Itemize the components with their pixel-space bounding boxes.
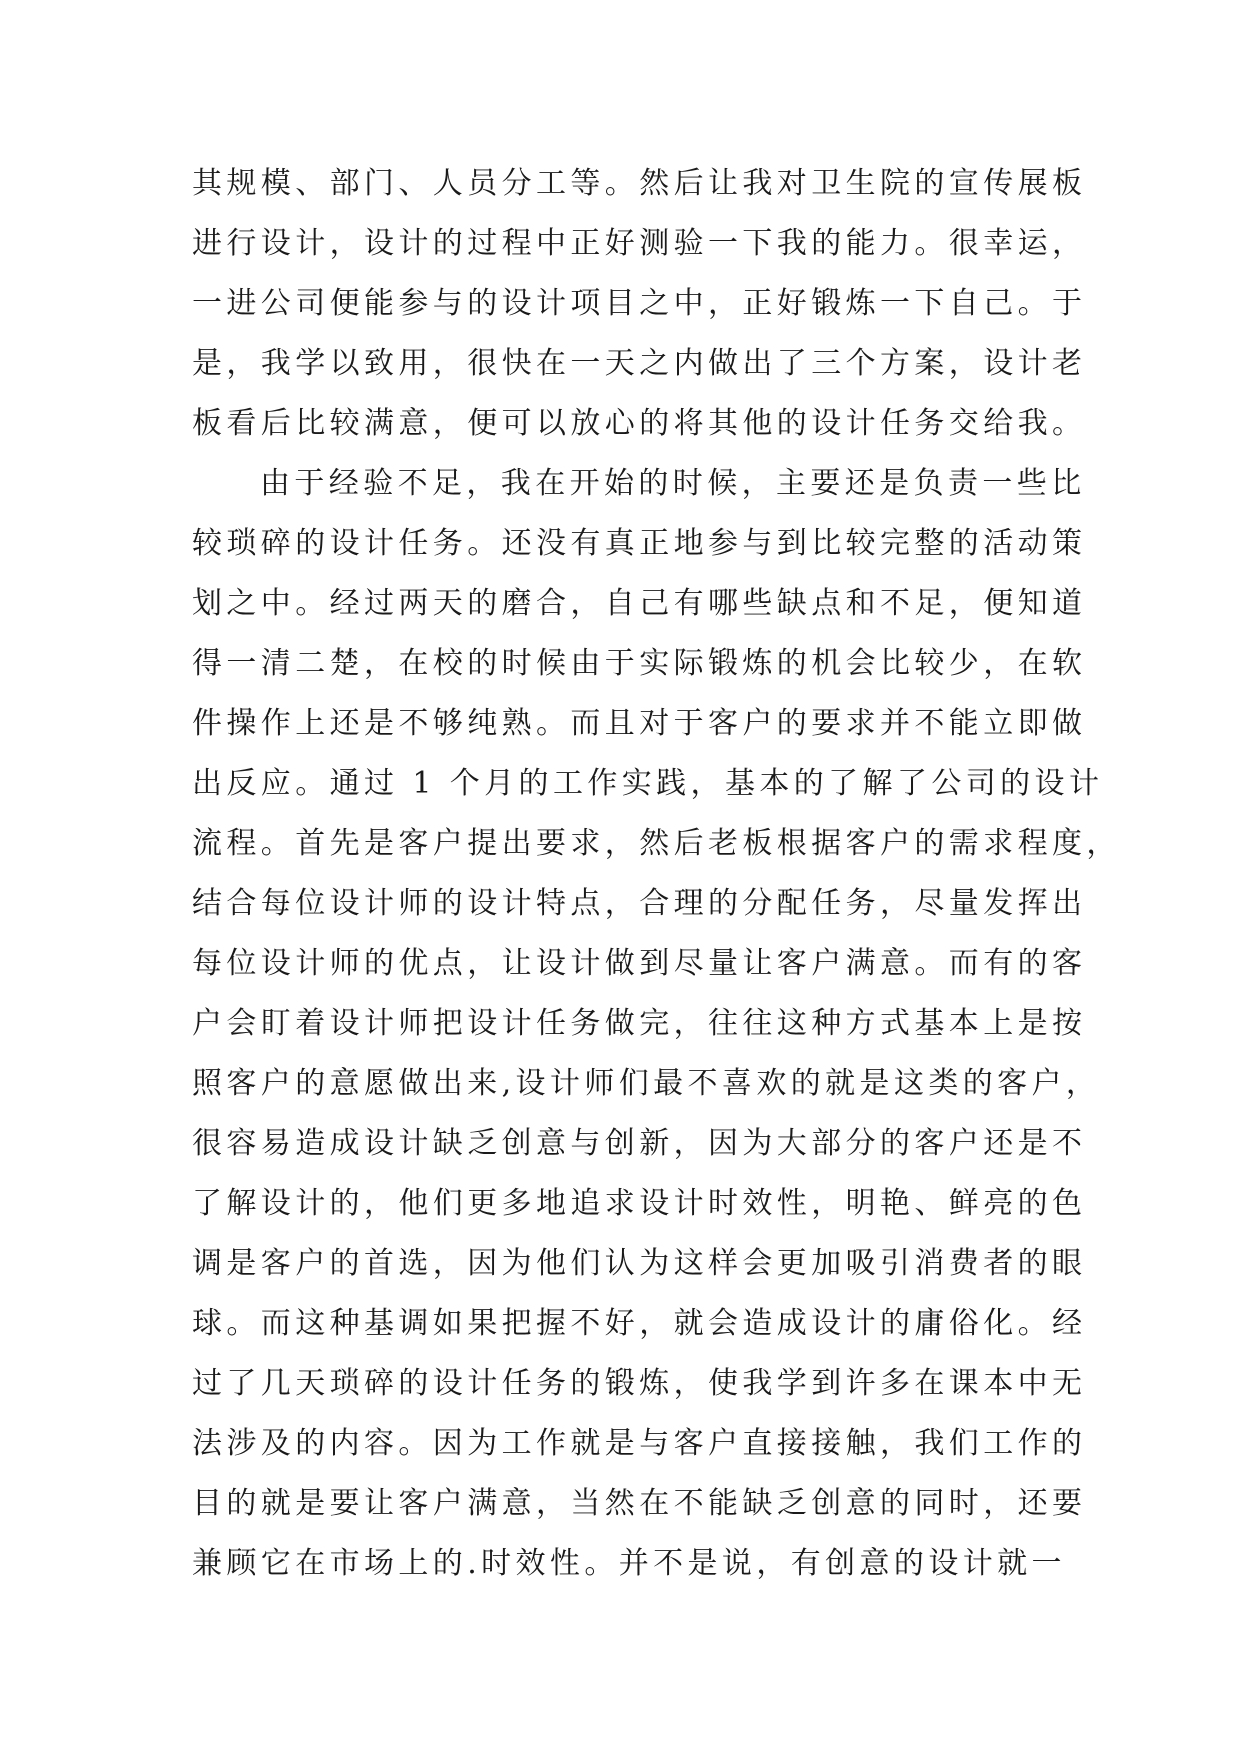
text-line: 出反应。通过 1 个月的工作实践，基本的了解了公司的设计 [192,766,1104,801]
text-line: 进行设计，设计的过程中正好测验一下我的能力。很幸运， [192,226,1087,261]
text-line: 较琐碎的设计任务。还没有真正地参与到比较完整的活动策 [192,526,1087,561]
text-line: 划之中。经过两天的磨合，自己有哪些缺点和不足，便知道 [192,586,1087,621]
text-line: 户会盯着设计师把设计任务做完，往往这种方式基本上是按 [192,1006,1087,1041]
text-line: 兼顾它在市场上的.时效性。并不是说，有创意的设计就一 [192,1546,1066,1581]
text-line: 调是客户的首选，因为他们认为这样会更加吸引消费者的眼 [192,1246,1087,1281]
text-line: 很容易造成设计缺乏创意与创新，因为大部分的客户还是不 [192,1126,1087,1161]
document-body [192,154,1121,1594]
text-line: 球。而这种基调如果把握不好，就会造成设计的庸俗化。经 [192,1306,1087,1341]
text-line: 板看后比较满意，便可以放心的将其他的设计任务交给我。 [192,406,1087,441]
text-line: 其规模、部门、人员分工等。然后让我对卫生院的宣传展板 [192,166,1087,201]
text-line: 照客户的意愿做出来,设计师们最不喜欢的就是这类的客户， [192,1066,1101,1101]
text-line: 一进公司便能参与的设计项目之中，正好锻炼一下自己。于 [192,286,1087,321]
text-line: 件操作上还是不够纯熟。而且对于客户的要求并不能立即做 [192,706,1087,741]
text-line: 结合每位设计师的设计特点，合理的分配任务，尽量发挥出 [192,886,1087,921]
text-line: 过了几天琐碎的设计任务的锻炼，使我学到许多在课本中无 [192,1366,1087,1401]
text-line: 流程。首先是客户提出要求，然后老板根据客户的需求程度， [192,826,1121,861]
text-line: 法涉及的内容。因为工作就是与客户直接接触，我们工作的 [192,1426,1087,1461]
text-line: 目的就是要让客户满意，当然在不能缺乏创意的同时，还要 [192,1486,1087,1521]
text-line: 了解设计的，他们更多地追求设计时效性，明艳、鲜亮的色 [192,1186,1087,1221]
text-line: 是，我学以致用，很快在一天之内做出了三个方案，设计老 [192,346,1087,381]
text-line: 得一清二楚，在校的时候由于实际锻炼的机会比较少，在软 [192,646,1087,681]
paragraph-first-line: 由于经验不足，我在开始的时候，主要还是负责一些比 [260,466,1086,501]
text-line: 每位设计师的优点，让设计做到尽量让客户满意。而有的客 [192,946,1087,981]
